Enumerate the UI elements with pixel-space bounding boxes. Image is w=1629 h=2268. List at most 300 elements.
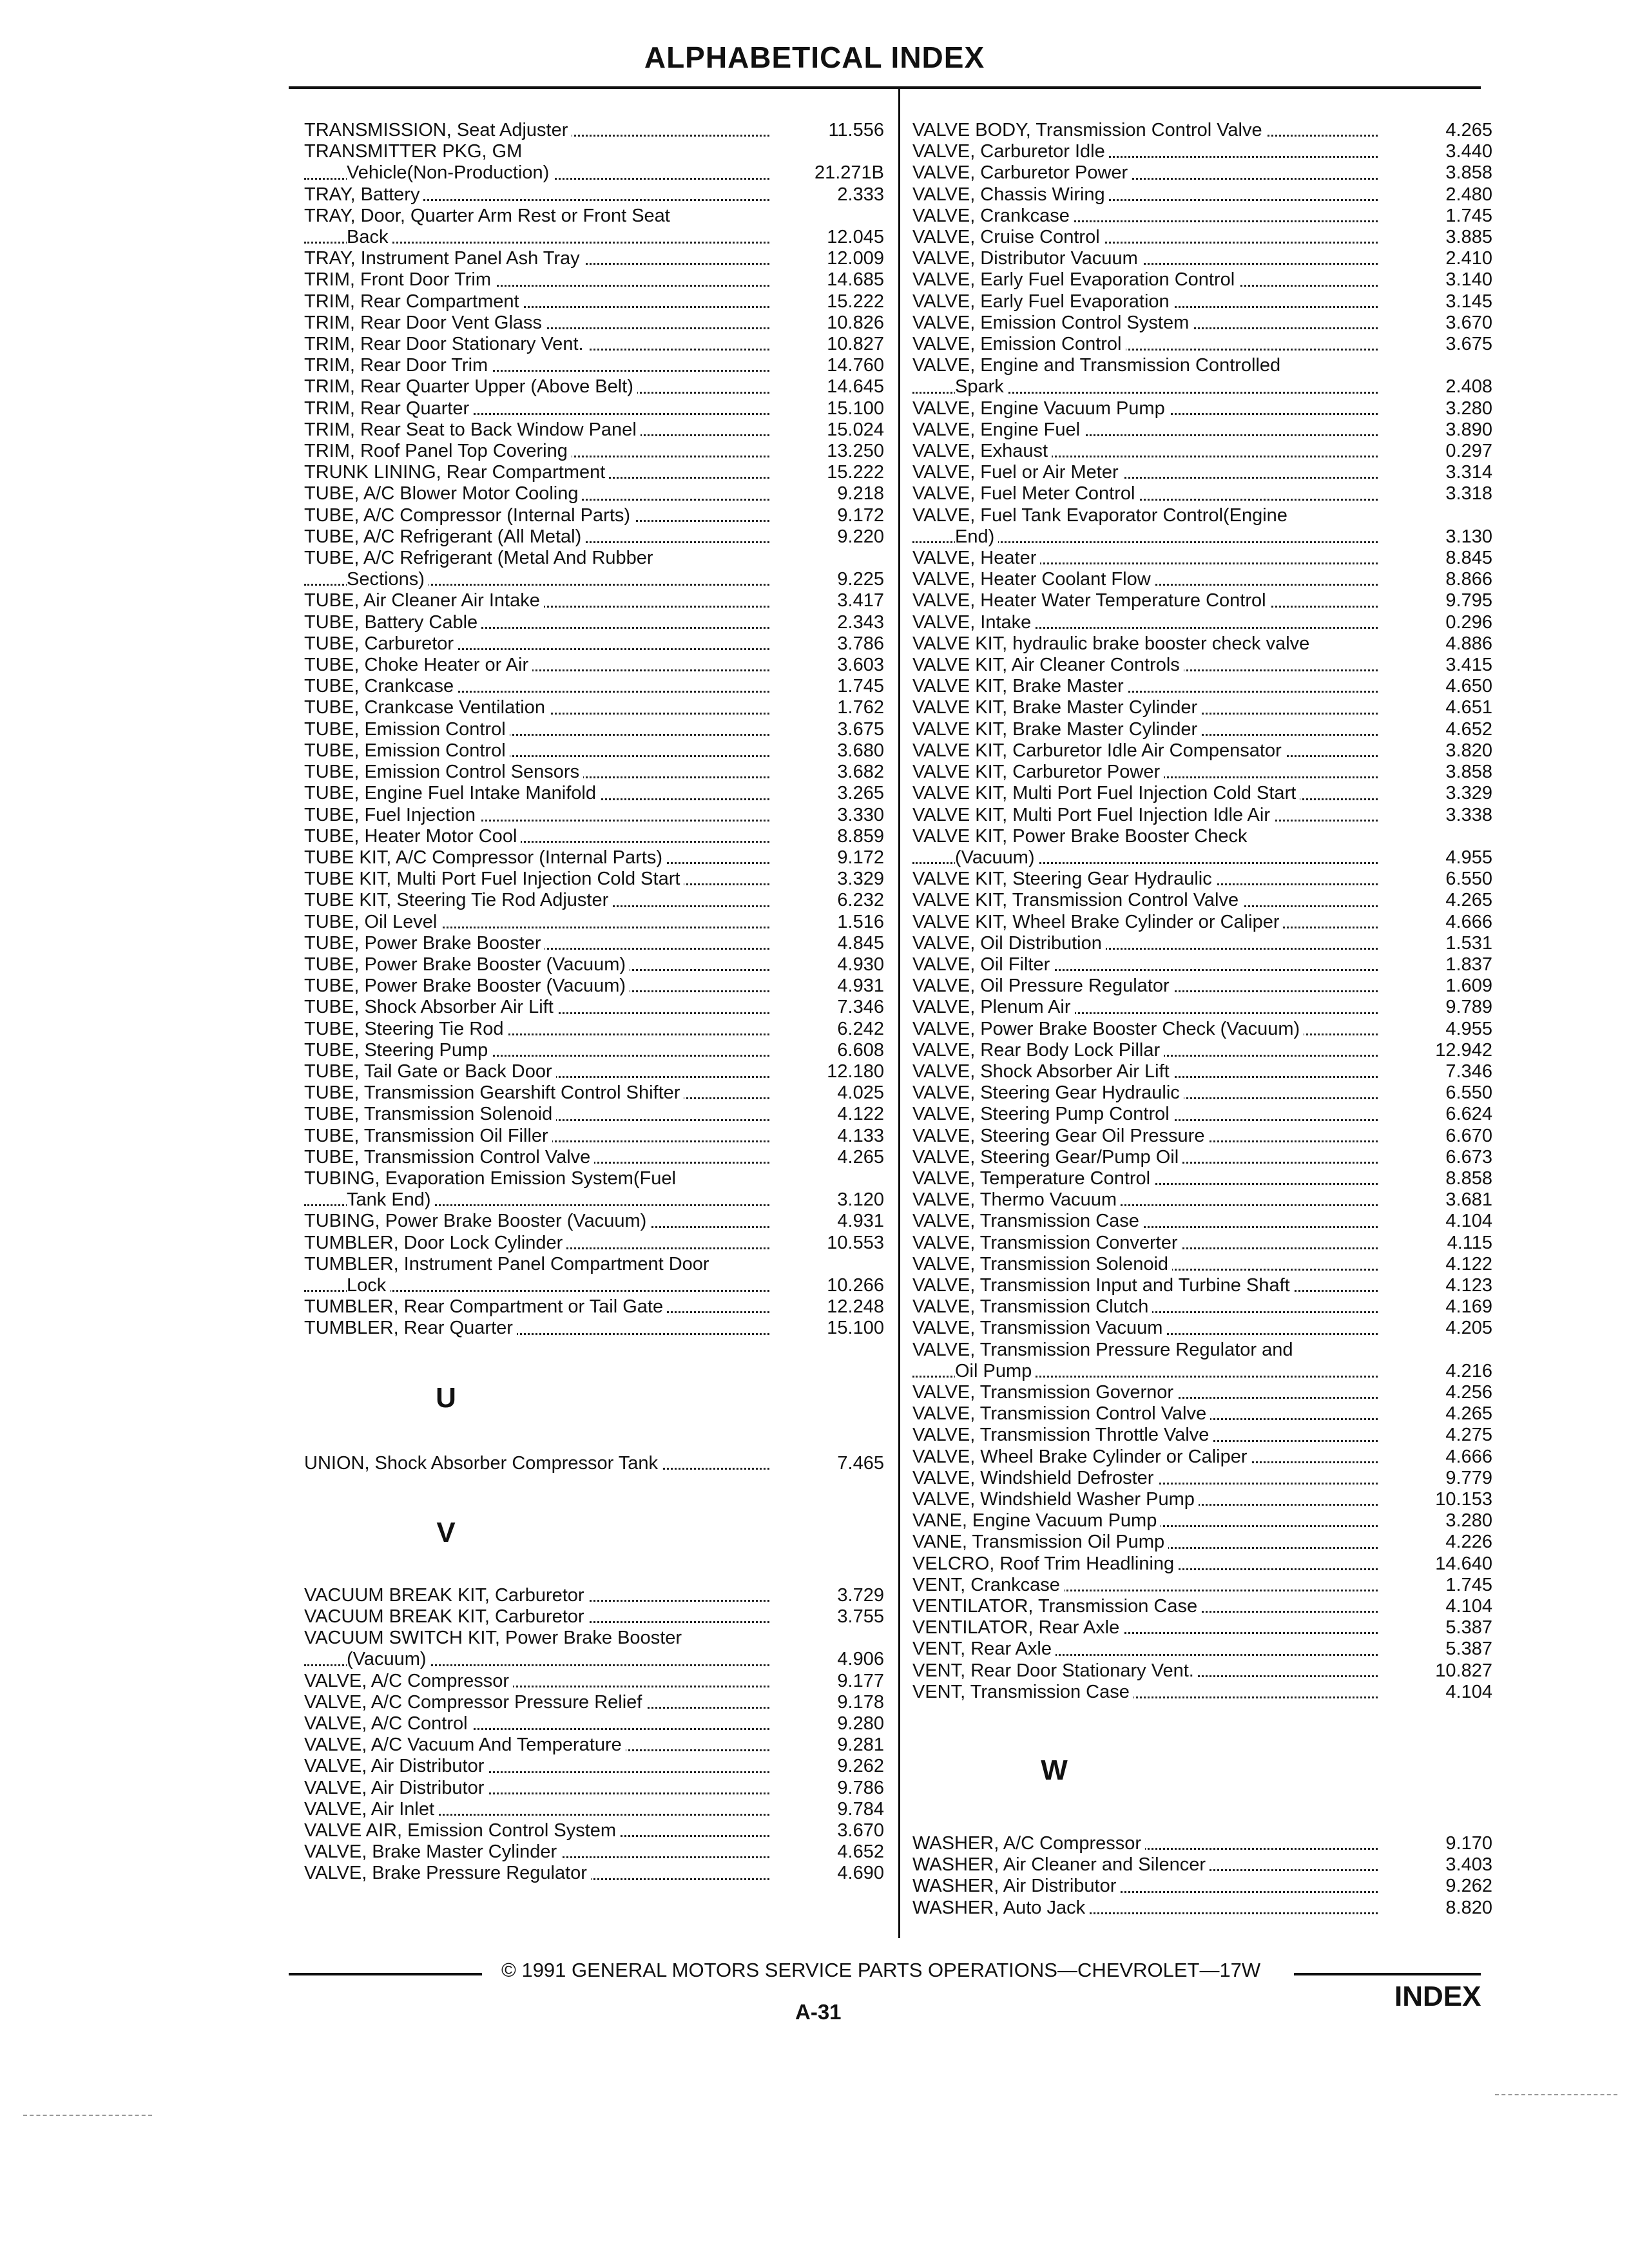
entry-page-ref: 4.256	[1445, 1381, 1492, 1403]
index-entry	[912, 719, 1492, 740]
scan-artifact	[23, 2115, 152, 2117]
entry-page-ref: 15.100	[827, 398, 884, 419]
index-entry	[304, 269, 884, 291]
entry-term-text: VALVE, Air Distributor	[304, 1756, 488, 1776]
entry-term-text: TUBE, Emission Control Sensors	[304, 762, 583, 782]
index-entry	[304, 1211, 884, 1232]
entry-term	[912, 1468, 1389, 1489]
entry-page-ref: 4.666	[1445, 1446, 1492, 1467]
entry-page-ref: 4.955	[1445, 847, 1492, 868]
entry-term-text: VALVE KIT, Carburetor Power	[912, 762, 1164, 782]
entry-term	[912, 1189, 1389, 1211]
entry-term-text: VALVE KIT, Wheel Brake Cylinder or Caliper	[912, 912, 1283, 932]
entry-term	[912, 590, 1389, 611]
index-entry	[304, 997, 884, 1018]
index-entry	[304, 612, 884, 633]
entry-page-ref: 9.262	[1445, 1876, 1492, 1897]
entry-page-ref: 3.329	[837, 869, 884, 890]
index-entry	[912, 462, 1492, 483]
index-entry	[304, 633, 884, 655]
entry-page-ref: 15.222	[827, 291, 884, 312]
entry-page-ref: 4.265	[837, 1146, 884, 1168]
entry-term-text: TUBE, Transmission Control Valve	[304, 1147, 594, 1168]
index-entry	[912, 1082, 1492, 1104]
entry-term	[304, 1453, 781, 1474]
index-entry	[912, 334, 1492, 355]
section-spacer	[912, 1703, 1492, 1754]
entry-term	[912, 1382, 1389, 1403]
entry-page-ref: 4.122	[1445, 1253, 1492, 1274]
entry-term	[304, 783, 781, 804]
entry-term-text: VALVE, Transmission Control Valve	[912, 1403, 1210, 1424]
entry-term	[304, 655, 781, 676]
entry-term	[304, 441, 781, 462]
entry-term-text: VALVE KIT, Multi Port Fuel Injection Idle Air	[912, 805, 1274, 825]
entry-term	[912, 1318, 1389, 1339]
index-entry	[304, 376, 884, 398]
index-entry	[912, 997, 1492, 1018]
entry-term	[304, 1296, 781, 1318]
entry-page-ref: 4.931	[837, 1211, 884, 1232]
entry-page-ref: 6.550	[1445, 869, 1492, 890]
entry-term-text: VALVE, Air Inlet	[304, 1799, 438, 1820]
entry-term	[912, 676, 1389, 697]
entry-term-text: VALVE AIR, Emission Control System	[304, 1820, 620, 1841]
index-entry	[304, 1296, 884, 1318]
entry-term	[912, 291, 1389, 312]
entry-term	[912, 890, 1389, 911]
entry-term	[304, 120, 781, 141]
index-entry	[304, 569, 884, 590]
entry-term	[304, 1735, 781, 1756]
entry-term	[304, 569, 781, 590]
entry-term-text: VENT, Rear Door Stationary Vent.	[912, 1660, 1198, 1681]
entry-term	[304, 1082, 781, 1104]
index-entry	[304, 483, 884, 505]
entry-term-text: TUBE, A/C Refrigerant (Metal And Rubber	[304, 548, 657, 568]
entry-page-ref: 4.122	[837, 1104, 884, 1125]
entry-page-ref: 5.387	[1445, 1639, 1492, 1660]
index-entry	[912, 1040, 1492, 1061]
entry-term	[304, 719, 781, 740]
entry-term-text: TRIM, Rear Quarter Upper (Above Belt)	[304, 376, 637, 397]
index-entry	[304, 184, 884, 206]
index-entry	[912, 1639, 1492, 1660]
entry-page-ref: 9.789	[1445, 997, 1492, 1018]
entry-term	[304, 826, 781, 847]
entry-term-text: VALVE, A/C Vacuum And Temperature	[304, 1735, 626, 1755]
entry-term-text: Spark	[955, 376, 1008, 397]
index-entry	[912, 676, 1492, 697]
section-spacer	[304, 1340, 884, 1382]
index-entry	[912, 783, 1492, 804]
entry-term	[304, 526, 781, 548]
entry-term-text: TRAY, Battery	[304, 184, 423, 205]
entry-page-ref: 2.408	[1445, 376, 1492, 398]
section-spacer	[304, 1474, 884, 1517]
entry-page-ref: 3.858	[1445, 162, 1492, 184]
entry-page-ref: 3.318	[1445, 483, 1492, 505]
index-entry	[912, 1168, 1492, 1189]
index-entry	[304, 1692, 884, 1713]
entry-term-text: VELCRO, Roof Trim Headlining	[912, 1553, 1178, 1574]
index-entry	[304, 1841, 884, 1863]
entry-page-ref: 6.232	[837, 890, 884, 911]
index-entry	[912, 590, 1492, 611]
entry-term-text: VALVE KIT, Transmission Control Valve	[912, 890, 1242, 910]
entry-term	[304, 1168, 781, 1189]
entry-page-ref: 9.218	[837, 483, 884, 505]
entry-page-ref: 8.845	[1445, 548, 1492, 569]
entry-term	[304, 1863, 781, 1884]
entry-term-text: TRAY, Instrument Panel Ash Tray	[304, 248, 584, 269]
entry-term-text: VENTILATOR, Rear Axle	[912, 1617, 1123, 1638]
entry-term	[912, 419, 1389, 441]
entry-page-ref: 3.786	[837, 633, 884, 654]
entry-page-ref: 7.465	[837, 1452, 884, 1474]
footer-rule-right	[1294, 1973, 1481, 1975]
entry-page-ref: 2.410	[1445, 248, 1492, 269]
entry-page-ref: 21.271B	[814, 162, 884, 184]
entry-term	[912, 1553, 1389, 1575]
entry-page-ref: 1.762	[837, 697, 884, 718]
entry-term	[304, 1756, 781, 1777]
entry-term	[912, 1082, 1389, 1104]
index-entry	[912, 1403, 1492, 1425]
entry-term-text: TUBE, Tail Gate or Back Door	[304, 1061, 556, 1082]
letter-heading: U	[436, 1381, 456, 1414]
header-rule	[289, 86, 1481, 89]
entry-term-text: VALVE, Windshield Defroster	[912, 1468, 1157, 1488]
entry-term-text: TRIM, Rear Quarter	[304, 398, 473, 419]
index-entry	[304, 783, 884, 804]
entry-term	[912, 975, 1389, 997]
entry-page-ref: 13.250	[827, 441, 884, 462]
entry-term-text: TRIM, Rear Door Stationary Vent.	[304, 334, 588, 354]
entry-page-ref: 10.826	[827, 312, 884, 333]
entry-term	[912, 569, 1389, 590]
entry-term	[912, 1361, 1389, 1382]
entry-term-text: TUMBLER, Instrument Panel Compartment Door	[304, 1254, 713, 1274]
entry-page-ref: 2.343	[837, 611, 884, 633]
entry-term-text: VALVE, Heater	[912, 548, 1040, 568]
index-entry	[304, 676, 884, 697]
entry-term	[304, 975, 781, 997]
entry-term	[912, 1489, 1389, 1510]
index-entry	[304, 462, 884, 483]
entry-page-ref: 3.755	[837, 1606, 884, 1627]
entry-page-ref: 4.025	[837, 1082, 884, 1104]
entry-term-text: TRAY, Door, Quarter Arm Rest or Front Seat	[304, 206, 674, 226]
entry-term-text: VALVE, Wheel Brake Cylinder or Caliper	[912, 1446, 1251, 1467]
entry-page-ref: 0.296	[1445, 611, 1492, 633]
entry-term-text: TUBE, Power Brake Booster (Vacuum)	[304, 975, 630, 996]
index-entry	[912, 1211, 1492, 1232]
entry-term	[912, 1275, 1389, 1296]
entry-term-text: TRIM, Rear Compartment	[304, 291, 523, 312]
entry-page-ref: 5.387	[1445, 1617, 1492, 1639]
entry-term	[304, 419, 781, 441]
entry-page-ref: 10.827	[827, 334, 884, 355]
entry-term	[912, 1575, 1389, 1596]
index-entry	[304, 1168, 884, 1189]
entry-term-text: VALVE, Temperature Control	[912, 1168, 1154, 1189]
index-entry	[912, 762, 1492, 783]
entry-page-ref: 9.220	[837, 526, 884, 547]
index-entry	[912, 248, 1492, 269]
entry-term	[304, 1211, 781, 1232]
entry-term-text: TUBE KIT, A/C Compressor (Internal Parts)	[304, 847, 666, 868]
index-entry	[912, 1489, 1492, 1510]
entry-term	[912, 1168, 1389, 1189]
entry-term	[912, 526, 1389, 548]
entry-term-text: VALVE, Distributor Vacuum	[912, 248, 1142, 269]
entry-term-text: VALVE, Heater Water Temperature Control	[912, 590, 1270, 611]
entry-term-text: TUBE, Steering Pump	[304, 1040, 492, 1061]
entry-term	[912, 997, 1389, 1018]
entry-term-text: Oil Pump	[955, 1361, 1036, 1381]
entry-term	[304, 1061, 781, 1082]
index-entry	[912, 1275, 1492, 1296]
entry-term-text: TUBE KIT, Multi Port Fuel Injection Cold Start	[304, 869, 684, 889]
entry-term	[912, 141, 1389, 162]
entry-term	[912, 762, 1389, 783]
entry-page-ref: 4.666	[1445, 911, 1492, 932]
index-entry	[912, 312, 1492, 334]
entry-term-text: TUBE, A/C Refrigerant (All Metal)	[304, 526, 585, 547]
entry-term-text: VENT, Transmission Case	[912, 1682, 1133, 1702]
entry-term-text: TUMBLER, Rear Compartment or Tail Gate	[304, 1296, 667, 1317]
entry-term-text: VALVE, Shock Absorber Air Lift	[912, 1061, 1173, 1082]
index-entry	[912, 633, 1492, 655]
entry-page-ref: 4.651	[1445, 697, 1492, 718]
entry-term	[912, 184, 1389, 206]
entry-term	[912, 719, 1389, 740]
entry-term-text: VALVE KIT, Carburetor Idle Air Compensator	[912, 740, 1286, 761]
entry-term-text: VALVE, Air Distributor	[304, 1778, 488, 1798]
copyright-notice: © 1991 GENERAL MOTORS SERVICE PARTS OPERATIONS—CHEVROLET—17W	[501, 1959, 1261, 1981]
index-entry	[912, 655, 1492, 676]
entry-term-text: VALVE, A/C Compressor Pressure Relief	[304, 1692, 646, 1713]
index-entry	[912, 1446, 1492, 1468]
entry-page-ref: 9.281	[837, 1735, 884, 1756]
index-entry	[912, 1019, 1492, 1040]
entry-term-text: VALVE KIT, Brake Master Cylinder	[912, 719, 1201, 740]
entry-page-ref: 3.681	[1445, 1189, 1492, 1211]
page-number: A-31	[795, 2000, 842, 2024]
index-entry	[912, 612, 1492, 633]
entry-term	[912, 1898, 1389, 1919]
entry-page-ref: 3.120	[837, 1189, 884, 1211]
entry-term-text: WASHER, Auto Jack	[912, 1898, 1089, 1918]
index-entry	[304, 740, 884, 762]
entry-term-text: Vehicle(Non-Production)	[347, 162, 553, 183]
entry-page-ref: 3.682	[837, 762, 884, 783]
entry-page-ref: 1.745	[1445, 1574, 1492, 1595]
index-entry	[304, 1189, 884, 1211]
index-entry	[304, 141, 884, 162]
index-entry	[912, 869, 1492, 890]
entry-term-text: TUBE, Power Brake Booster (Vacuum)	[304, 954, 630, 975]
index-entry	[912, 120, 1492, 141]
entry-term	[912, 398, 1389, 419]
index-entry	[304, 1863, 884, 1884]
entry-term-text: VALVE, Steering Pump Control	[912, 1104, 1173, 1124]
entry-term-text: VALVE, Fuel Tank Evaporator Control(Engine	[912, 505, 1291, 526]
entry-term	[912, 805, 1389, 826]
index-entry	[304, 1233, 884, 1254]
entry-term-text: VALVE, Oil Pressure Regulator	[912, 975, 1173, 996]
entry-term	[304, 398, 781, 419]
entry-term	[912, 1639, 1389, 1660]
entry-page-ref: 9.225	[837, 569, 884, 590]
index-entry	[912, 376, 1492, 398]
column-divider	[898, 88, 900, 1938]
index-entry	[912, 291, 1492, 312]
entry-term	[304, 1040, 781, 1061]
entry-page-ref: 3.858	[1445, 762, 1492, 783]
entry-page-ref: 14.685	[827, 269, 884, 291]
index-entry	[304, 1126, 884, 1147]
entry-page-ref: 2.333	[837, 184, 884, 205]
index-entry	[304, 847, 884, 869]
entry-term-text: VALVE KIT, Steering Gear Hydraulic	[912, 869, 1216, 889]
entry-term	[304, 1126, 781, 1147]
index-entry	[912, 1510, 1492, 1532]
entry-term-text: VALVE, Transmission Clutch	[912, 1296, 1152, 1317]
entry-term-text: TRUNK LINING, Rear Compartment	[304, 462, 609, 483]
entry-page-ref: 10.153	[1435, 1489, 1492, 1510]
entry-term-text: TUBING, Power Brake Booster (Vacuum)	[304, 1211, 650, 1231]
entry-term-text: TUBE, A/C Compressor (Internal Parts)	[304, 505, 634, 526]
index-entry	[912, 1147, 1492, 1168]
entry-term-text: VALVE KIT, Air Cleaner Controls	[912, 655, 1184, 675]
index-entry	[304, 1756, 884, 1777]
index-entry	[912, 1854, 1492, 1876]
entry-term	[912, 933, 1389, 954]
entry-term-text: TUBE, A/C Blower Motor Cooling	[304, 483, 582, 504]
entry-page-ref: 6.670	[1445, 1125, 1492, 1146]
entry-page-ref: 9.172	[837, 847, 884, 868]
index-entry	[912, 1361, 1492, 1382]
index-entry	[304, 1671, 884, 1692]
index-entry	[304, 1628, 884, 1649]
entry-page-ref: 3.145	[1445, 291, 1492, 312]
entry-page-ref: 8.859	[837, 825, 884, 847]
entry-term	[304, 462, 781, 483]
entry-term-text: Sections)	[347, 569, 429, 590]
index-entry	[304, 1735, 884, 1756]
page-title: ALPHABETICAL INDEX	[644, 41, 985, 74]
entry-term-text: VALVE, Transmission Converter	[912, 1233, 1182, 1253]
entry-page-ref: 9.170	[1445, 1833, 1492, 1854]
index-entry	[912, 697, 1492, 718]
entry-page-ref: 15.024	[827, 419, 884, 440]
index-entry	[304, 548, 884, 569]
entry-page-ref: 4.265	[1445, 120, 1492, 140]
entry-term-text: VALVE, Windshield Washer Pump	[912, 1489, 1199, 1510]
index-entry	[912, 1104, 1492, 1125]
index-entry	[304, 1453, 884, 1474]
entry-term-text: VALVE, Early Fuel Evaporation	[912, 291, 1173, 312]
entry-term	[912, 1682, 1389, 1703]
entry-term	[912, 847, 1389, 869]
entry-term	[912, 1596, 1389, 1617]
entry-page-ref: 3.265	[837, 783, 884, 804]
entry-term	[304, 912, 781, 933]
entry-term-text: TUBE, Crankcase Ventilation	[304, 697, 549, 718]
entry-page-ref: 4.690	[837, 1863, 884, 1884]
index-entry	[304, 419, 884, 441]
entry-term	[304, 612, 781, 633]
entry-term	[912, 912, 1389, 933]
index-entry	[912, 162, 1492, 184]
entry-page-ref: 3.130	[1445, 526, 1492, 547]
index-entry	[912, 1254, 1492, 1275]
letter-heading: W	[1041, 1754, 1068, 1787]
entry-term-text: VANE, Transmission Oil Pump	[912, 1532, 1168, 1552]
entry-term	[304, 1628, 781, 1649]
entry-term	[912, 483, 1389, 505]
entry-page-ref: 7.346	[1445, 1061, 1492, 1082]
entry-page-ref: 3.140	[1445, 269, 1492, 291]
entry-page-ref: 4.275	[1445, 1425, 1492, 1446]
entry-term	[912, 1254, 1389, 1275]
entry-term	[912, 120, 1389, 141]
entry-term-text: VALVE BODY, Transmission Control Valve	[912, 120, 1266, 140]
entry-term	[304, 762, 781, 783]
entry-term	[912, 227, 1389, 248]
entry-page-ref: 1.516	[837, 911, 884, 932]
entry-term-text: End)	[955, 526, 998, 547]
entry-page-ref: 4.650	[1445, 676, 1492, 697]
entry-term	[304, 248, 781, 269]
entry-term	[912, 1296, 1389, 1318]
entry-page-ref: 3.675	[837, 718, 884, 740]
index-entry	[304, 248, 884, 269]
entry-term-text: TUBE, Emission Control	[304, 740, 510, 761]
entry-page-ref: 15.100	[827, 1318, 884, 1339]
entry-term-text: VALVE, Exhaust	[912, 441, 1052, 461]
entry-term-text: TUBE, Transmission Oil Filler	[304, 1126, 552, 1146]
entry-term	[304, 376, 781, 398]
entry-term	[304, 740, 781, 762]
entry-page-ref: 6.608	[837, 1039, 884, 1061]
entry-page-ref: 4.265	[1445, 890, 1492, 911]
entry-term	[304, 1841, 781, 1863]
entry-page-ref: 9.784	[837, 1798, 884, 1820]
entry-term-text: VALVE, Plenum Air	[912, 997, 1075, 1017]
entry-term	[304, 291, 781, 312]
entry-term-text: TRANSMISSION, Seat Adjuster	[304, 120, 572, 140]
index-entry	[912, 569, 1492, 590]
entry-term-text: Back	[347, 227, 392, 247]
index-entry	[304, 826, 884, 847]
entry-term	[912, 826, 1389, 847]
entry-page-ref: 12.942	[1435, 1039, 1492, 1061]
entry-term	[912, 954, 1389, 975]
entry-page-ref: 3.280	[1445, 398, 1492, 419]
entry-term	[304, 1019, 781, 1040]
entry-term-text: TUBE, Transmission Solenoid	[304, 1104, 556, 1124]
entry-term-text: TUBE KIT, Steering Tie Rod Adjuster	[304, 890, 612, 910]
entry-page-ref: 6.550	[1445, 1082, 1492, 1104]
entry-page-ref: 3.280	[1445, 1510, 1492, 1532]
entry-term-text: VANE, Engine Vacuum Pump	[912, 1510, 1161, 1531]
index-entry	[304, 1040, 884, 1061]
index-entry	[912, 269, 1492, 291]
entry-term	[304, 1189, 781, 1211]
